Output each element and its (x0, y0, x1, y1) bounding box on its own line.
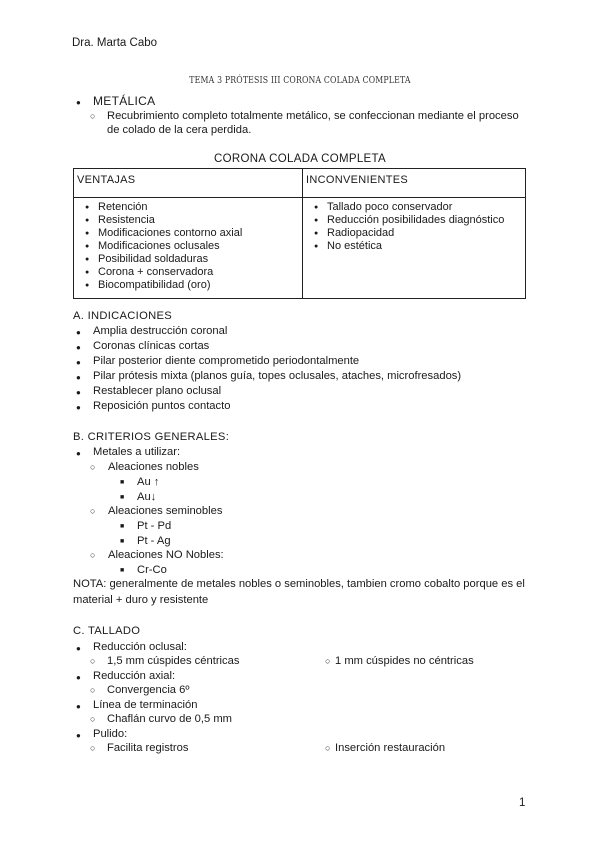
pulido-registros: Facilita registros (107, 742, 189, 754)
nota-line2: material + duro y resistente (73, 594, 209, 606)
list-item: Cr-Co (137, 564, 167, 576)
list-item: Restablecer plano oclusal (93, 385, 222, 397)
list-item: Reposición puntos contacto (93, 400, 231, 412)
metalica-description-line2: de colado de la cera perdida. (107, 124, 252, 136)
bullet-icon: ● (76, 388, 81, 397)
bullet-icon: ● (76, 328, 81, 337)
square-bullet-icon: ■ (120, 479, 125, 486)
circle-bullet-icon: ○ (90, 550, 96, 560)
circle-bullet-icon: ○ (325, 656, 331, 666)
list-item: Amplia destrucción coronal (93, 325, 228, 337)
list-item: ● Retención (74, 201, 302, 214)
circle-bullet-icon: ○ (90, 506, 96, 516)
circle-bullet-icon: ○ (90, 743, 96, 753)
list-item: ● Tallado poco conservador (303, 201, 525, 214)
list-item: ● Modificaciones oclusales (74, 240, 302, 253)
nota-line1: NOTA: generalmente de metales nobles o seminobles, tambien cromo cobalto porque es el (73, 578, 525, 590)
inconvenientes-list (303, 198, 525, 253)
reduccion-oclusal-label: Reducción oclusal: (93, 641, 187, 653)
list-item: ● Resistencia (74, 214, 302, 227)
square-bullet-icon: ■ (120, 538, 125, 545)
bullet-icon: ● (76, 373, 81, 382)
bullet-icon: ● (76, 343, 81, 352)
criterios-heading: B. CRITERIOS GENERALES: (73, 431, 230, 443)
list-item: Au↓ (137, 491, 157, 503)
bullet-icon: ● (76, 449, 81, 458)
metalica-heading: METÁLICA (93, 94, 156, 108)
table-header-ventajas: VENTAJAS (74, 169, 303, 198)
oclusal-centricas: 1,5 mm cúspides céntricas (107, 655, 240, 667)
ventajas-cell (74, 198, 303, 299)
reduccion-axial-label: Reducción axial: (93, 670, 176, 682)
comparison-table (73, 168, 526, 299)
list-item: Pt - Ag (137, 535, 171, 547)
bullet-icon: ● (76, 673, 81, 682)
list-item: Au ↑ (137, 476, 160, 488)
circle-bullet-icon: ○ (325, 743, 331, 753)
circle-bullet-icon: ○ (90, 714, 96, 724)
axial-convergencia: Convergencia 6º (107, 684, 190, 696)
metales-label: Metales a utilizar: (93, 446, 181, 458)
linea-terminacion-label: Línea de terminación (93, 699, 198, 711)
list-item: Pilar prótesis mixta (planos guía, topes oclusales, ataches, microfresados) (93, 370, 462, 382)
oclusal-no-centricas: 1 mm cúspides no céntricas (335, 655, 474, 667)
author-name: Dra. Marta Cabo (72, 37, 158, 49)
table-header-inconvenientes: INCONVENIENTES (303, 169, 526, 198)
bullet-icon: ● (76, 403, 81, 412)
list-item: ● Corona + conservadora (74, 266, 302, 279)
bullet-icon: ● (76, 702, 81, 711)
circle-bullet-icon: ○ (90, 685, 96, 695)
bullet-icon: ● (76, 98, 81, 107)
list-item: ● Modificaciones contorno axial (74, 227, 302, 240)
ventajas-list (74, 198, 302, 292)
square-bullet-icon: ■ (120, 494, 125, 501)
bullet-icon: ● (76, 644, 81, 653)
list-item: ● Posibilidad soldaduras (74, 253, 302, 266)
linea-chaflan: Chaflán curvo de 0,5 mm (107, 713, 232, 725)
list-item: ● Reducción posibilidades diagnóstico (303, 214, 525, 227)
list-item: Pilar posterior diente comprometido periodontalmente (93, 355, 360, 367)
list-item: ● Radiopacidad (303, 227, 525, 240)
page-number: 1 (519, 797, 526, 809)
circle-bullet-icon: ○ (90, 111, 96, 121)
metalica-description-line1: Recubrimiento completo totalmente metálico, se confeccionan mediante el proceso (107, 110, 519, 122)
bullet-icon: ● (76, 358, 81, 367)
list-item: Pt - Pd (137, 520, 172, 532)
aleaciones-nobles-label: Aleaciones nobles (108, 461, 199, 473)
square-bullet-icon: ■ (120, 523, 125, 530)
list-item: ● Biocompatibilidad (oro) (74, 279, 302, 292)
page-title: TEMA 3 PRÓTESIS III CORONA COLADA COMPLETA (189, 75, 411, 86)
tallado-heading: C. TALLADO (73, 625, 141, 637)
list-item: ● No estética (303, 240, 525, 253)
indicaciones-heading: A. INDICACIONES (73, 310, 172, 322)
inconvenientes-cell (303, 198, 526, 299)
circle-bullet-icon: ○ (90, 656, 96, 666)
circle-bullet-icon: ○ (90, 462, 96, 472)
pulido-insercion: Inserción restauración (335, 742, 446, 754)
square-bullet-icon: ■ (120, 567, 125, 574)
aleaciones-seminobles-label: Aleaciones seminobles (108, 505, 223, 517)
pulido-label: Pulido: (93, 728, 128, 740)
bullet-icon: ● (76, 731, 81, 740)
table-caption: CORONA COLADA COMPLETA (214, 153, 386, 165)
aleaciones-no-nobles-label: Aleaciones NO Nobles: (108, 549, 224, 561)
list-item: Coronas clínicas cortas (93, 340, 210, 352)
